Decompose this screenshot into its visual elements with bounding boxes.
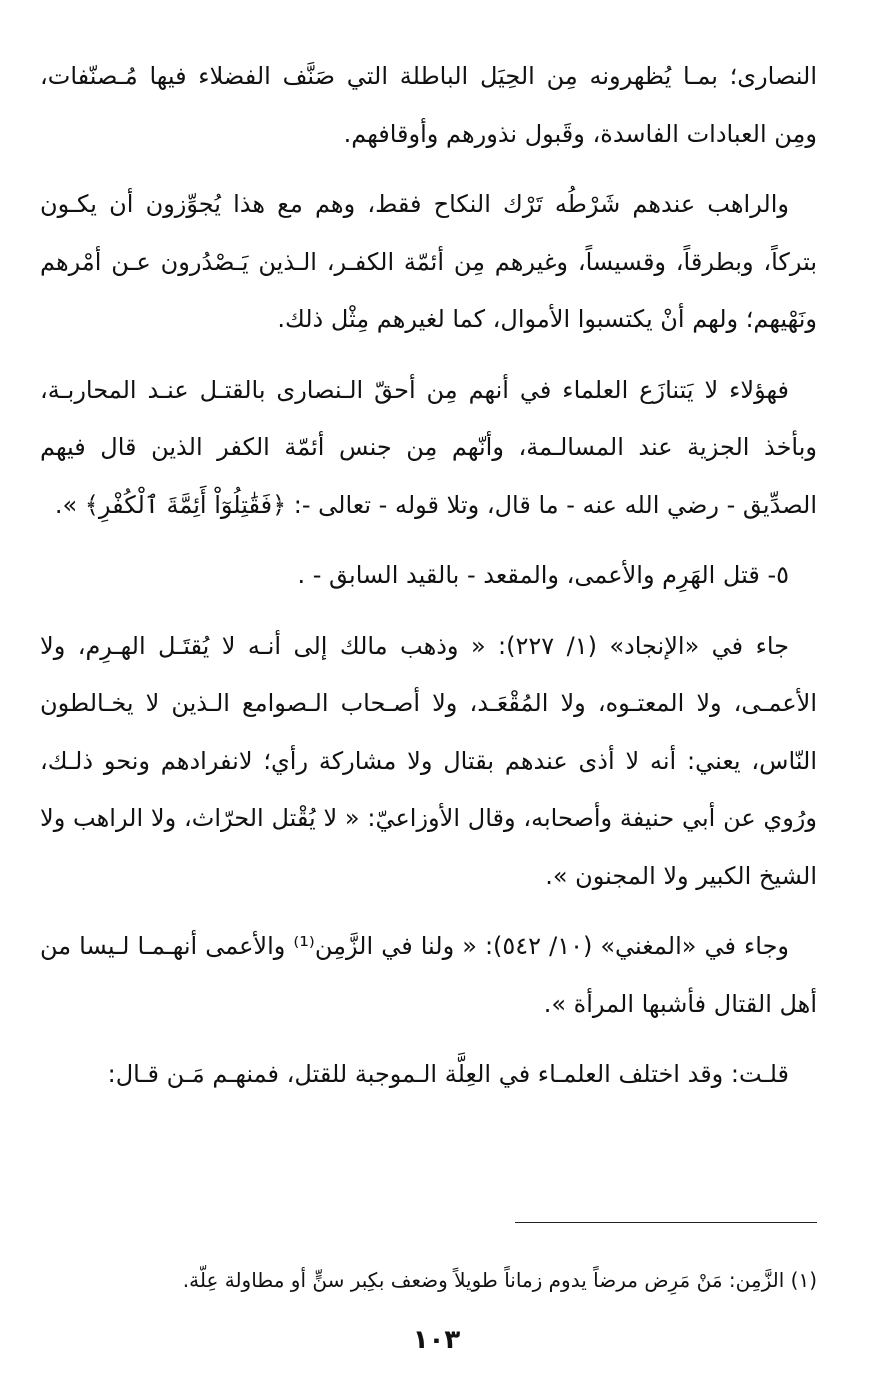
paragraph-6: وجاء في «المغني» (١٠/ ٥٤٢): « ولنا في الزَّمِن⁽¹⁾ والأعمى أنهـمـا لـيسا من أهل القتال فأشبها المرأة ».	[40, 932, 817, 1018]
footnote-divider	[515, 1222, 817, 1223]
paragraph-7: قلـت: وقد اختلف العلمـاء في العِلَّة الـموجبة للقتل، فمنهـم مَـن قـال:	[107, 1060, 789, 1088]
page-body	[40, 48, 817, 1117]
paragraph-3: فهؤلاء لا يَتنازَع العلماء في أنهم مِن أحقّ الـنصارى بالقتـل عنـد المحاربـة، وبأخذ الجزية عند المسالـمة، وأنّهم مِن جنس أئمّة الكفر الذين قال فيهم الصدِّيق - رضي الله عنه - ما قال، وتلا قوله - تعالى -: ﴿فَقَٰتِلُوٓاْ أَئِمَّةَ ٱلْكُفْرِ﴾ ».	[40, 375, 817, 519]
paragraph-5: جاء في «الإنجاد» (١/ ٢٢٧): « وذهب مالك إلى أنـه لا يُقتَـل الهـرِم، ولا الأعمـى، ولا المعتـوه، ولا المُقْعَـد، ولا أصـحاب الـصوامع الـذين لا يخـالطون النّاس، يعني: أنه لا أذى عندهم بقتال ولا مشاركة رأي؛ لانفرادهم ونحو ذلـك، ورُوي عن أبي حنيفة وأصحابه، وقال الأوزاعيّ: « لا يُقْتل الحرّاث، ولا الراهب ولا الشيخ الكبير ولا المجنون ».	[40, 631, 817, 890]
paragraph-4-heading: ٥- قتل الهَرِم والأعمى، والمقعد - بالقيد السابق - .	[297, 561, 789, 589]
paragraph-2: والراهب عندهم شَرْطُه تَرْك النكاح فقط، وهم مع هذا يُجوِّزون أن يكـون بتركاً، وبطرقاً، وقسيساً، وغيرهم مِن أئمّة الكفـر، الـذين يَـصْدُرون عـن أمْرهم ونَهْيهم؛ ولهم أنْ يكتسبوا الأموال، كما لغيرهم مِثْل ذلك.	[40, 190, 817, 333]
paragraph-1: النصارى؛ بمـا يُظهرونه مِن الحِيَل الباطلة التي صَنَّف الفضلاء فيها مُـصنّفات، ومِن العبادات الفاسدة، وقَبول نذورهم وأوقافهم.	[40, 62, 817, 148]
page-number: ١٠٣	[412, 1325, 461, 1355]
footnote: (١) الزَّمِن: مَنْ مَرِض مرضاً يدوم زماناً طويلاً وضعف بكِبر سنٍّ أو مطاولة عِلّة.	[182, 1268, 817, 1292]
